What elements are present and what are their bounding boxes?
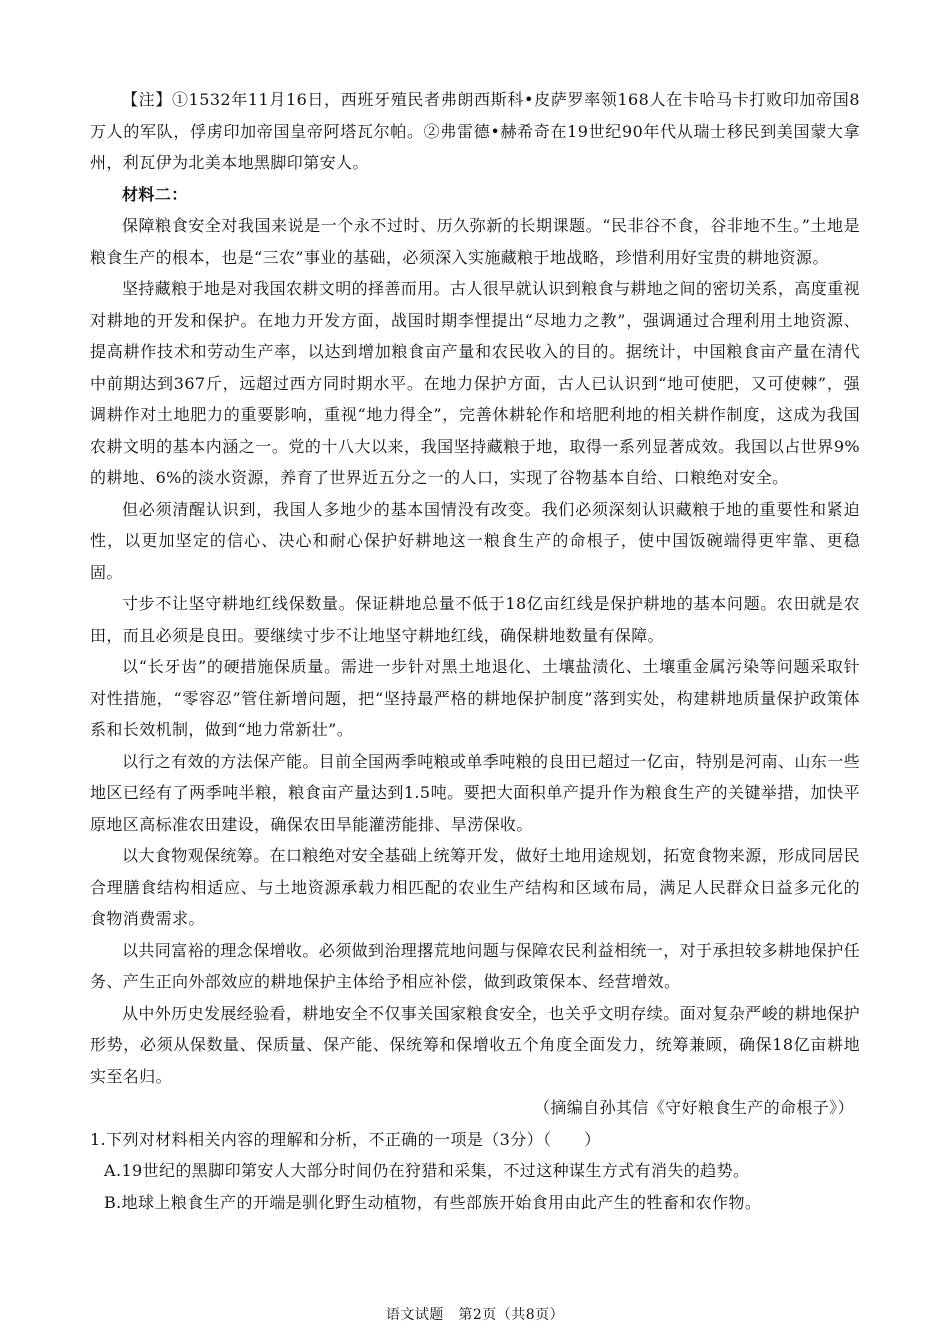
paragraph: 以共同富裕的理念保增收。必须做到治理撂荒地问题与保障农民利益相统一，对于承担较多耕地保护任务、产生正向外部效应的耕地保护主体给予相应补偿，做到政策保本、经营增效。	[90, 940, 861, 991]
paragraph: 从中外历史发展经验看，耕地安全不仅事关国家粮食安全，也关乎文明存续。面对复杂严峻的耕地保护形势，必须从保数量、保质量、保产能、保统筹和保增收五个角度全面发力，统筹兼顾，确保18亿亩耕地实至名归。	[90, 1003, 861, 1086]
question-stem: 1.下列对材料相关内容的理解和分析，不正确的一项是（3分）（ ）	[90, 1129, 601, 1149]
paragraph: 寸步不让坚守耕地红线保数量。保证耕地总量不低于18亿亩红线是保护耕地的基本问题。农田就是农田，而且必须是良田。要继续寸步不让地坚守耕地红线，确保耕地数量有保障。	[90, 594, 860, 645]
paragraph: 以大食物观保统筹。在口粮绝对安全基础上统筹开发，做好土地用途规划，拓宽食物来源，形成同居民合理膳食结构相适应、与土地资源承载力相匹配的农业生产结构和区域布局，满足人民群众日益多元化的食物消费需求。	[90, 846, 861, 928]
source-citation: （摘编自孙其信《守好粮食生产的命根子》）	[533, 1098, 854, 1117]
question-option-b: B.地球上粮食生产的开端是驯化野生动植物，有些部族开始食用由此产生的牲畜和农作物。	[104, 1192, 762, 1212]
paragraph: 坚持藏粮于地是对我国农耕文明的择善而用。古人很早就认识到粮食与耕地之间的密切关系，高度重视对耕地的开发和保护。在地力开发方面，战国时期李悝提出“尽地力之教”，强调通过合理利用土地资源、提高耕作技术和劳动生产率，以达到增加粮食亩产量和农民收入的目的。据统计，中国粮食亩产量在清代中前期达到367斤，远超过西方同时期水平。在地力保护方面，古人已认识到“地可使肥，又可使棘”，强调耕作对土地肥力的重要影响，重视“地力得全”，完善休耕轮作和培肥利地的相关耕作制度，这成为我国农耕文明的基本内涵之一。党的十八大以来，我国坚持藏粮于地，取得一系列显著成效。我国以占世界9%的耕地、6%的淡水资源，养育了世界近五分之一的人口，实现了谷物基本自给、口粮绝对安全。	[90, 279, 861, 487]
page-content	[90, 84, 860, 1218]
paragraph: 但必须清醒认识到，我国人多地少的基本国情没有改变。我们必须深刻认识藏粮于地的重要性和紧迫性，以更加坚定的信心、决心和耐心保护好耕地这一粮食生产的命根子，使中国饭碗端得更牢靠、更稳固。	[90, 499, 860, 582]
section-title: 材料二：	[122, 184, 188, 204]
paragraph: 以“长牙齿”的硬措施保质量。需进一步针对黑土地退化、土壤盐渍化、土壤重金属污染等问题采取针对性措施，“零容忍”管住新增问题，把“坚持最严格的耕地保护制度”落到实处，构建耕地质量保护政策体系和长效机制，做到“地力常新壮”。	[90, 657, 860, 739]
paragraph: 保障粮食安全对我国来说是一个永不过时、历久弥新的长期课题。“民非谷不食，谷非地不生。”土地是粮食生产的根本，也是“三农”事业的基础，必须深入实施藏粮于地战略，珍惜利用好宝贵的耕地资源。	[90, 216, 860, 267]
question-option-a: A.19世纪的黑脚印第安人大部分时间仍在狩猎和采集，不过这种谋生方式有消失的趋势。	[104, 1161, 750, 1180]
page-footer: 语文试题 第2页（共8页）	[385, 1307, 565, 1323]
paragraph: 以行之有效的方法保产能。目前全国两季吨粮或单季吨粮的良田已超过一亿亩，特别是河南、山东一些地区已经有了两季吨半粮，粮食亩产量达到1.5吨。要把大面积单产提升作为粮食生产的关键举措，加快平原地区高标准农田建设，确保农田旱能灌涝能排、旱涝保收。	[90, 751, 861, 834]
annotation-note: 【注】①1532年11月16日，西班牙殖民者弗朗西斯科•皮萨罗率领168人在卡哈马卡打败印加帝国8万人的军队，俘虏印加帝国皇帝阿塔瓦尔帕。②弗雷德•赫希奇在19世纪90年代从瑞士移民到美国蒙大拿州，利瓦伊为北美本地黑脚印第安人。	[90, 90, 860, 172]
